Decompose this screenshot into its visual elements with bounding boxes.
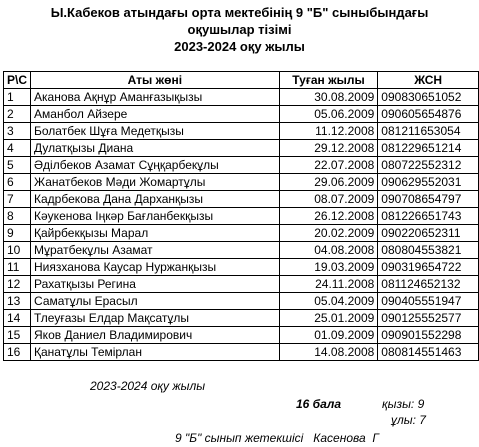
iin-code: 090629552031	[378, 174, 479, 191]
document-title-line2: оқушылар тізімі	[187, 22, 292, 37]
table-row	[4, 276, 479, 293]
student-name: Аканова Ақнұр Аманғазықызы	[31, 89, 280, 106]
birth-date: 20.02.2009	[279, 225, 378, 242]
row-number: 14	[4, 310, 31, 327]
summary-student-count: 16 бала	[296, 397, 342, 411]
birth-date: 11.12.2008	[279, 123, 378, 140]
student-name: Кадрбекова Дана Дарханқызы	[31, 191, 280, 208]
table-row	[4, 242, 479, 259]
row-number: 11	[4, 259, 31, 276]
row-number: 16	[4, 344, 31, 361]
student-name: Рахатқызы Регина	[31, 276, 280, 293]
student-list-table	[3, 71, 479, 361]
row-number: 7	[4, 191, 31, 208]
iin-code: 081124652132	[378, 276, 479, 293]
iin-code: 080804553821	[378, 242, 479, 259]
document-title-year: 2023-2024 оқу жылы	[174, 39, 305, 54]
row-number: 10	[4, 242, 31, 259]
table-row	[4, 140, 479, 157]
column-header-name: Аты жөні	[31, 72, 280, 89]
table-header-row	[4, 72, 479, 89]
iin-code: 090830651052	[378, 89, 479, 106]
summary-girls-count: қызы: 9	[382, 397, 425, 411]
summary-boys-count: ұлы: 7	[391, 413, 426, 427]
birth-date: 19.03.2009	[279, 259, 378, 276]
birth-date: 26.12.2008	[279, 208, 378, 225]
table-row	[4, 106, 479, 123]
student-name: Әділбеков Азамат Сұңқарбекұлы	[31, 157, 280, 174]
row-number: 9	[4, 225, 31, 242]
row-number: 1	[4, 89, 31, 106]
table-row	[4, 157, 479, 174]
row-number: 2	[4, 106, 31, 123]
iin-code: 090901552298	[378, 327, 479, 344]
student-name: Ниязханова Каусар Нуржанқызы	[31, 259, 280, 276]
student-name: Қанатұлы Темірлан	[31, 344, 280, 361]
table-row	[4, 310, 479, 327]
birth-date: 25.01.2009	[279, 310, 378, 327]
table-row	[4, 327, 479, 344]
table-row	[4, 208, 479, 225]
column-header-iin: ЖСН	[378, 72, 479, 89]
iin-code: 080722552312	[378, 157, 479, 174]
iin-code: 090405551947	[378, 293, 479, 310]
iin-code: 081226651743	[378, 208, 479, 225]
student-name: Дулатқызы Диана	[31, 140, 280, 157]
birth-date: 24.11.2008	[279, 276, 378, 293]
student-name: Болатбек Шұға Медетқызы	[31, 123, 280, 140]
row-number: 13	[4, 293, 31, 310]
birth-date: 05.04.2009	[279, 293, 378, 310]
row-number: 6	[4, 174, 31, 191]
birth-date: 04.08.2008	[279, 242, 378, 259]
table-row	[4, 344, 479, 361]
iin-code: 080814551463	[378, 344, 479, 361]
student-name: Жанатбеков Мәди Жомартұлы	[31, 174, 280, 191]
birth-date: 14.08.2008	[279, 344, 378, 361]
column-header-birth-date: Туған жылы	[279, 72, 378, 89]
row-number: 8	[4, 208, 31, 225]
student-name: Яков Даниел Владимирович	[31, 327, 280, 344]
birth-date: 01.09.2009	[279, 327, 378, 344]
row-number: 15	[4, 327, 31, 344]
birth-date: 30.08.2009	[279, 89, 378, 106]
birth-date: 29.06.2009	[279, 174, 378, 191]
row-number: 12	[4, 276, 31, 293]
document-title-line1: Ы.Кабеков атындағы орта мектебінің 9 "Б" сыныбындағы	[50, 5, 429, 20]
student-name: Аманбол Айзере	[31, 106, 280, 123]
iin-code: 081229651214	[378, 140, 479, 157]
student-name: Мұратбекұлы Азамат	[31, 242, 280, 259]
class-teacher-line: 9 "Б" сынып жетекшісі Касенова Г	[175, 431, 379, 445]
iin-code: 090319654722	[378, 259, 479, 276]
row-number: 5	[4, 157, 31, 174]
iin-code: 090605654876	[378, 106, 479, 123]
student-name: Кәукенова Іңкәр Бағланбекқызы	[31, 208, 280, 225]
birth-date: 22.07.2008	[279, 157, 378, 174]
table-row	[4, 174, 479, 191]
table-row	[4, 123, 479, 140]
iin-code: 081211653054	[378, 123, 479, 140]
table-row	[4, 293, 479, 310]
row-number: 3	[4, 123, 31, 140]
table-row	[4, 89, 479, 106]
column-header-number: Р\С	[4, 72, 31, 89]
birth-date: 05.06.2009	[279, 106, 378, 123]
student-name: Тлеуғазы Елдар Мақсатұлы	[31, 310, 280, 327]
birth-date: 08.07.2009	[279, 191, 378, 208]
summary-academic-year: 2023-2024 оқу жылы	[90, 379, 206, 393]
table-row	[4, 259, 479, 276]
birth-date: 29.12.2008	[279, 140, 378, 157]
iin-code: 090125552577	[378, 310, 479, 327]
iin-code: 090220652311	[378, 225, 479, 242]
student-name: Қайрбекқызы Марал	[31, 225, 280, 242]
table-row	[4, 225, 479, 242]
row-number: 4	[4, 140, 31, 157]
iin-code: 090708654797	[378, 191, 479, 208]
student-name: Саматұлы Ерасыл	[31, 293, 280, 310]
table-row	[4, 191, 479, 208]
